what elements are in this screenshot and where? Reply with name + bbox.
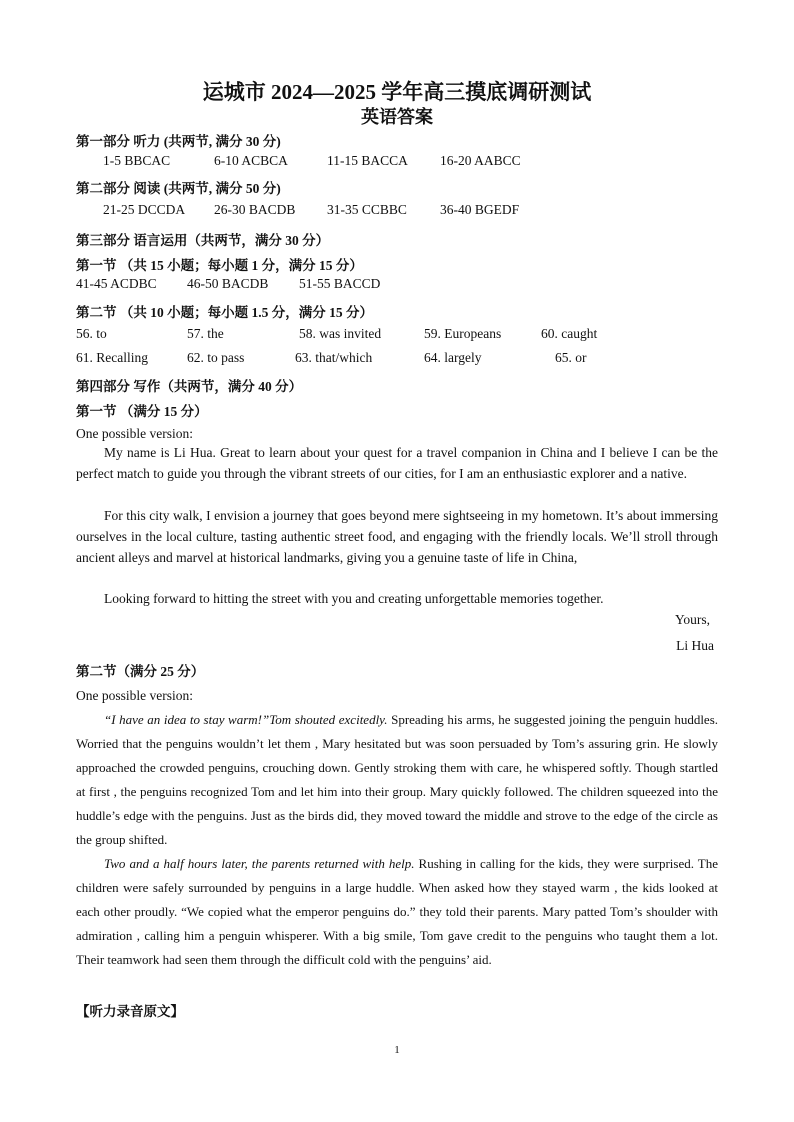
part4-section2-heading: 第二节（满分 25 分） <box>76 664 205 679</box>
part3-section2-heading: 第二节 （共 10 小题；每小题 1.5 分，满分 15 分） <box>76 305 373 320</box>
fill-answer: 63. that/which <box>295 350 373 365</box>
letter-paragraph: My name is Li Hua. Great to learn about your quest for a travel companion in China and I believe I can be the perfect match to guide you through the vibrant streets of our cities, for I am an enthusiastic explorer and a native. <box>76 445 718 481</box>
part2-heading: 第二部分 阅读 (共两节, 满分 50 分) <box>76 181 281 196</box>
letter-signature: Li Hua <box>676 638 714 653</box>
story-lead-sentence: Two and a half hours later, the parents returned with help. <box>104 856 415 871</box>
letter-closing: Yours, <box>674 612 710 627</box>
part3-heading: 第三部分 语言运用（共两节，满分 30 分） <box>76 233 330 248</box>
fill-answer: 61. Recalling <box>76 350 148 365</box>
version-label: One possible version: <box>76 426 193 441</box>
story-body: Spreading his arms, he suggested joining the penguin huddles. Worried that the penguins wouldn’t let them , Mary hesitated but was soon persuaded by Tom’s assuring grin. He slowly approached the crowded penguins, crouching down. Gently stroking them with care, he whispered softly. Though startled at first , the penguins recognized Tom and let him into their group. Mary quickly followed. The children squeezed into the huddle’s edge with the penguins. Just as the birds did, they moved toward the middle and strove to the edge of the circle as the group shifted. <box>76 712 719 847</box>
fill-answer: 64. largely <box>424 350 482 365</box>
answer-group: 41-45 ACDBC <box>76 276 157 291</box>
fill-answer: 60. caught <box>541 326 598 341</box>
answer-group: 26-30 BACDB <box>214 202 296 217</box>
page-subtitle: 英语答案 <box>361 107 433 127</box>
answer-group: 31-35 CCBBC <box>327 202 407 217</box>
part3-section1-heading: 第一节 （共 15 小题；每小题 1 分，满分 15 分） <box>76 258 363 273</box>
answer-group: 21-25 DCCDA <box>103 202 186 217</box>
part4-heading: 第四部分 写作（共两节，满分 40 分） <box>76 379 303 394</box>
answer-group: 46-50 BACDB <box>187 276 269 291</box>
answer-group: 6-10 ACBCA <box>214 153 288 168</box>
version-label: One possible version: <box>76 688 193 703</box>
fill-answer: 62. to pass <box>187 350 245 365</box>
fill-answer: 65. or <box>555 350 587 365</box>
story-paragraph <box>76 708 718 852</box>
page-title: 运城市 2024—2025 学年高三摸底调研测试 <box>202 80 592 104</box>
answer-group: 11-15 BACCA <box>327 153 408 168</box>
part1-heading: 第一部分 听力 (共两节, 满分 30 分) <box>76 134 281 149</box>
answer-group: 16-20 AABCC <box>440 153 521 168</box>
page-number: 1 <box>394 1044 400 1056</box>
fill-answer: 59. Europeans <box>424 326 502 341</box>
letter-paragraph: For this city walk, I envision a journey that goes beyond mere sightseeing in my hometown. It’s about immersing ourselves in the local culture, tasting authentic street food, and engaging with the friendly locals. We’ll stroll through ancient alleys and marvel at historical landmarks, giving you a genuine taste of life in China, <box>76 508 718 565</box>
answer-group: 36-40 BGEDF <box>440 202 520 217</box>
story-lead-sentence: “I have an idea to stay warm!”Tom shouted excitedly. <box>104 712 388 727</box>
answer-group: 1-5 BBCAC <box>103 153 171 168</box>
listening-text-heading: 【听力录音原文】 <box>76 1004 184 1019</box>
answer-group: 51-55 BACCD <box>299 276 381 291</box>
story-paragraph <box>76 852 718 972</box>
story-body: Rushing in calling for the kids, they were surprised. The children were safely surrounded by penguins in a large huddle. When asked how they stayed warm , the kids looked at each other proudly. “We copied what the emperor penguins do.” they told their parents. Mary patted Tom’s shoulder with admiration , calling him a penguin whisperer. With a big smile, Tom gave credit to the penguins who taught them a lot. Their teamwork had seen them through the difficult cold with the penguins’ aid. <box>76 856 718 967</box>
fill-answer: 56. to <box>76 326 107 341</box>
fill-answer: 58. was invited <box>299 326 382 341</box>
fill-answer: 57. the <box>187 326 224 341</box>
part4-section1-heading: 第一节 （满分 15 分） <box>76 404 208 419</box>
letter-paragraph: Looking forward to hitting the street with you and creating unforgettable memories together. <box>104 591 604 606</box>
